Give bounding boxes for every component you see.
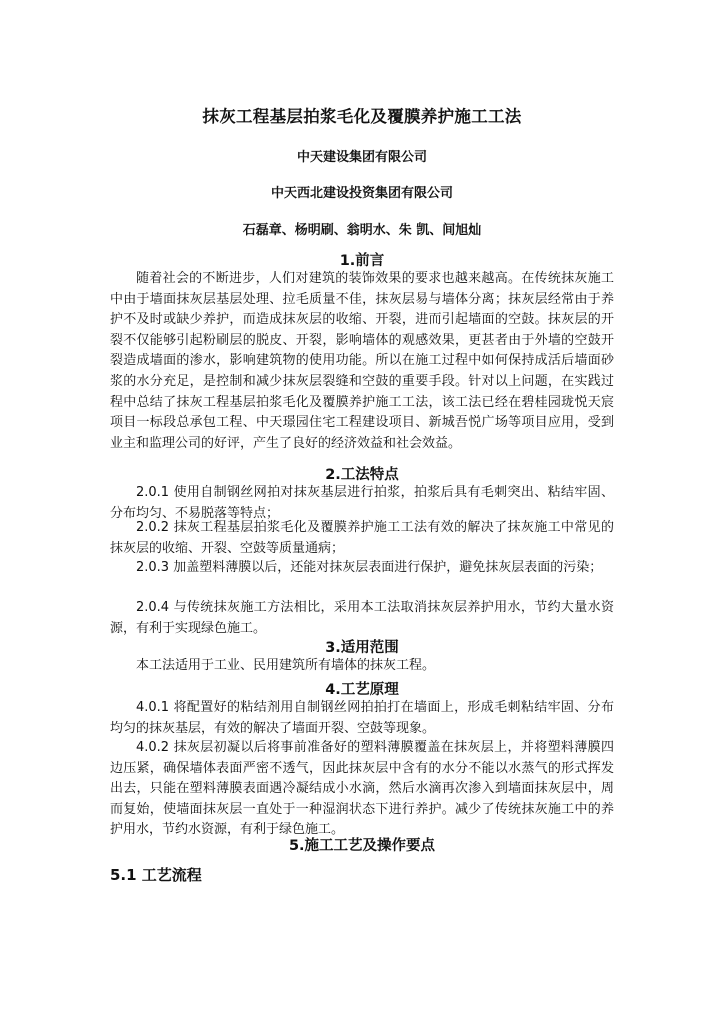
section-1-heading: 1.前言 [339, 253, 385, 269]
section-2-paragraph-4: 2.0.4 与传统抹灰施工方法相比，采用本工法取消抹灰层养护用水，节约大量水资源，有利于实现绿色施工。 [110, 600, 614, 636]
document-title: 抹灰工程基层拍浆毛化及覆膜养护施工工法 [202, 107, 522, 126]
section-2-paragraph-1: 2.0.1 使用自制钢丝网拍对抹灰基层进行拍浆，拍浆后具有毛刺突出、粘结牢固、分布均匀、不易脱落等特点； [110, 485, 614, 521]
section-2-paragraph-2: 2.0.2 抹灰工程基层拍浆毛化及覆膜养护施工工法有效的解决了抹灰施工中常见的抹灰层的收缩、开裂、空鼓等质量通病； [110, 520, 614, 556]
section-3-paragraph: 本工法适用于工业、民用建筑所有墙体的抹灰工程。 [136, 658, 436, 673]
section-2-heading: 2.工法特点 [325, 467, 399, 483]
section-5-heading: 5.施工工艺及操作要点 [288, 838, 436, 854]
section-1-paragraph: 随着社会的不断进步，人们对建筑的装饰效果的要求也越来越高。在传统抹灰施工中由于墙面抹灰层基层处理、拉毛质量不佳，抹灰层易与墙体分离；抹灰层经常由于养护不及时或缺少养护，而造成抹灰层的收缩、开裂，进而引起墙面的空鼓。抹灰层的开裂不仅能够引起粉刷层的脱皮、开裂，影响墙体的观感效果，更甚者由于外墙的空鼓开裂造成墙面的渗水，影响建筑物的使用功能。所以在施工过程中如何保持成活后墙面砂浆的水分充足，是控制和减少抹灰层裂缝和空鼓的重要手段。针对以上问题，在实践过程中总结了抹灰工程基层拍浆毛化及覆膜养护施工工法，该工法已经在碧桂园珑悦天宸项目一标段总承包工程、中天璟园住宅工程建设项目、新城吾悦广场等项目应用，受到业主和监理公司的好评，产生了良好的经济效益和社会效益。 [110, 271, 614, 451]
organization-1: 中天建设集团有限公司 [296, 150, 427, 165]
section-3-heading: 3.适用范围 [325, 640, 399, 656]
section-4-paragraph-1: 4.0.1 将配置好的粘结剂用自制钢丝网拍拍打在墙面上，形成毛刺粘结牢固、分布均匀的抹灰基层，有效的解决了墙面开裂、空鼓等现象。 [110, 700, 614, 736]
section-2-paragraph-3: 2.0.3 加盖塑料薄膜以后，还能对抹灰层表面进行保护，避免抹灰层表面的污染； [136, 560, 603, 575]
organization-2: 中天西北建设投资集团有限公司 [270, 186, 453, 201]
section-5-1-heading: 5.1 工艺流程 [110, 866, 202, 884]
section-4-paragraph-2: 4.0.2 抹灰层初凝以后将事前准备好的塑料薄膜覆盖在抹灰层上，并将塑料薄膜四边压紧，确保墙体表面严密不透气，因此抹灰层中含有的水分不能以水蒸气的形式挥发出去，只能在塑料薄膜表面遇冷凝结成小水滴，然后水滴再次渗入到墙面抹灰层中，周而复始，使墙面抹灰层一直处于一种湿润状态下进行养护。减少了传统抹灰施工中的养护用水，节约水资源，有利于绿色施工。 [110, 740, 614, 838]
authors: 石磊章、杨明刷、翁明水、朱 凯、间旭灿 [242, 223, 482, 238]
section-4-heading: 4.工艺原理 [325, 682, 399, 698]
